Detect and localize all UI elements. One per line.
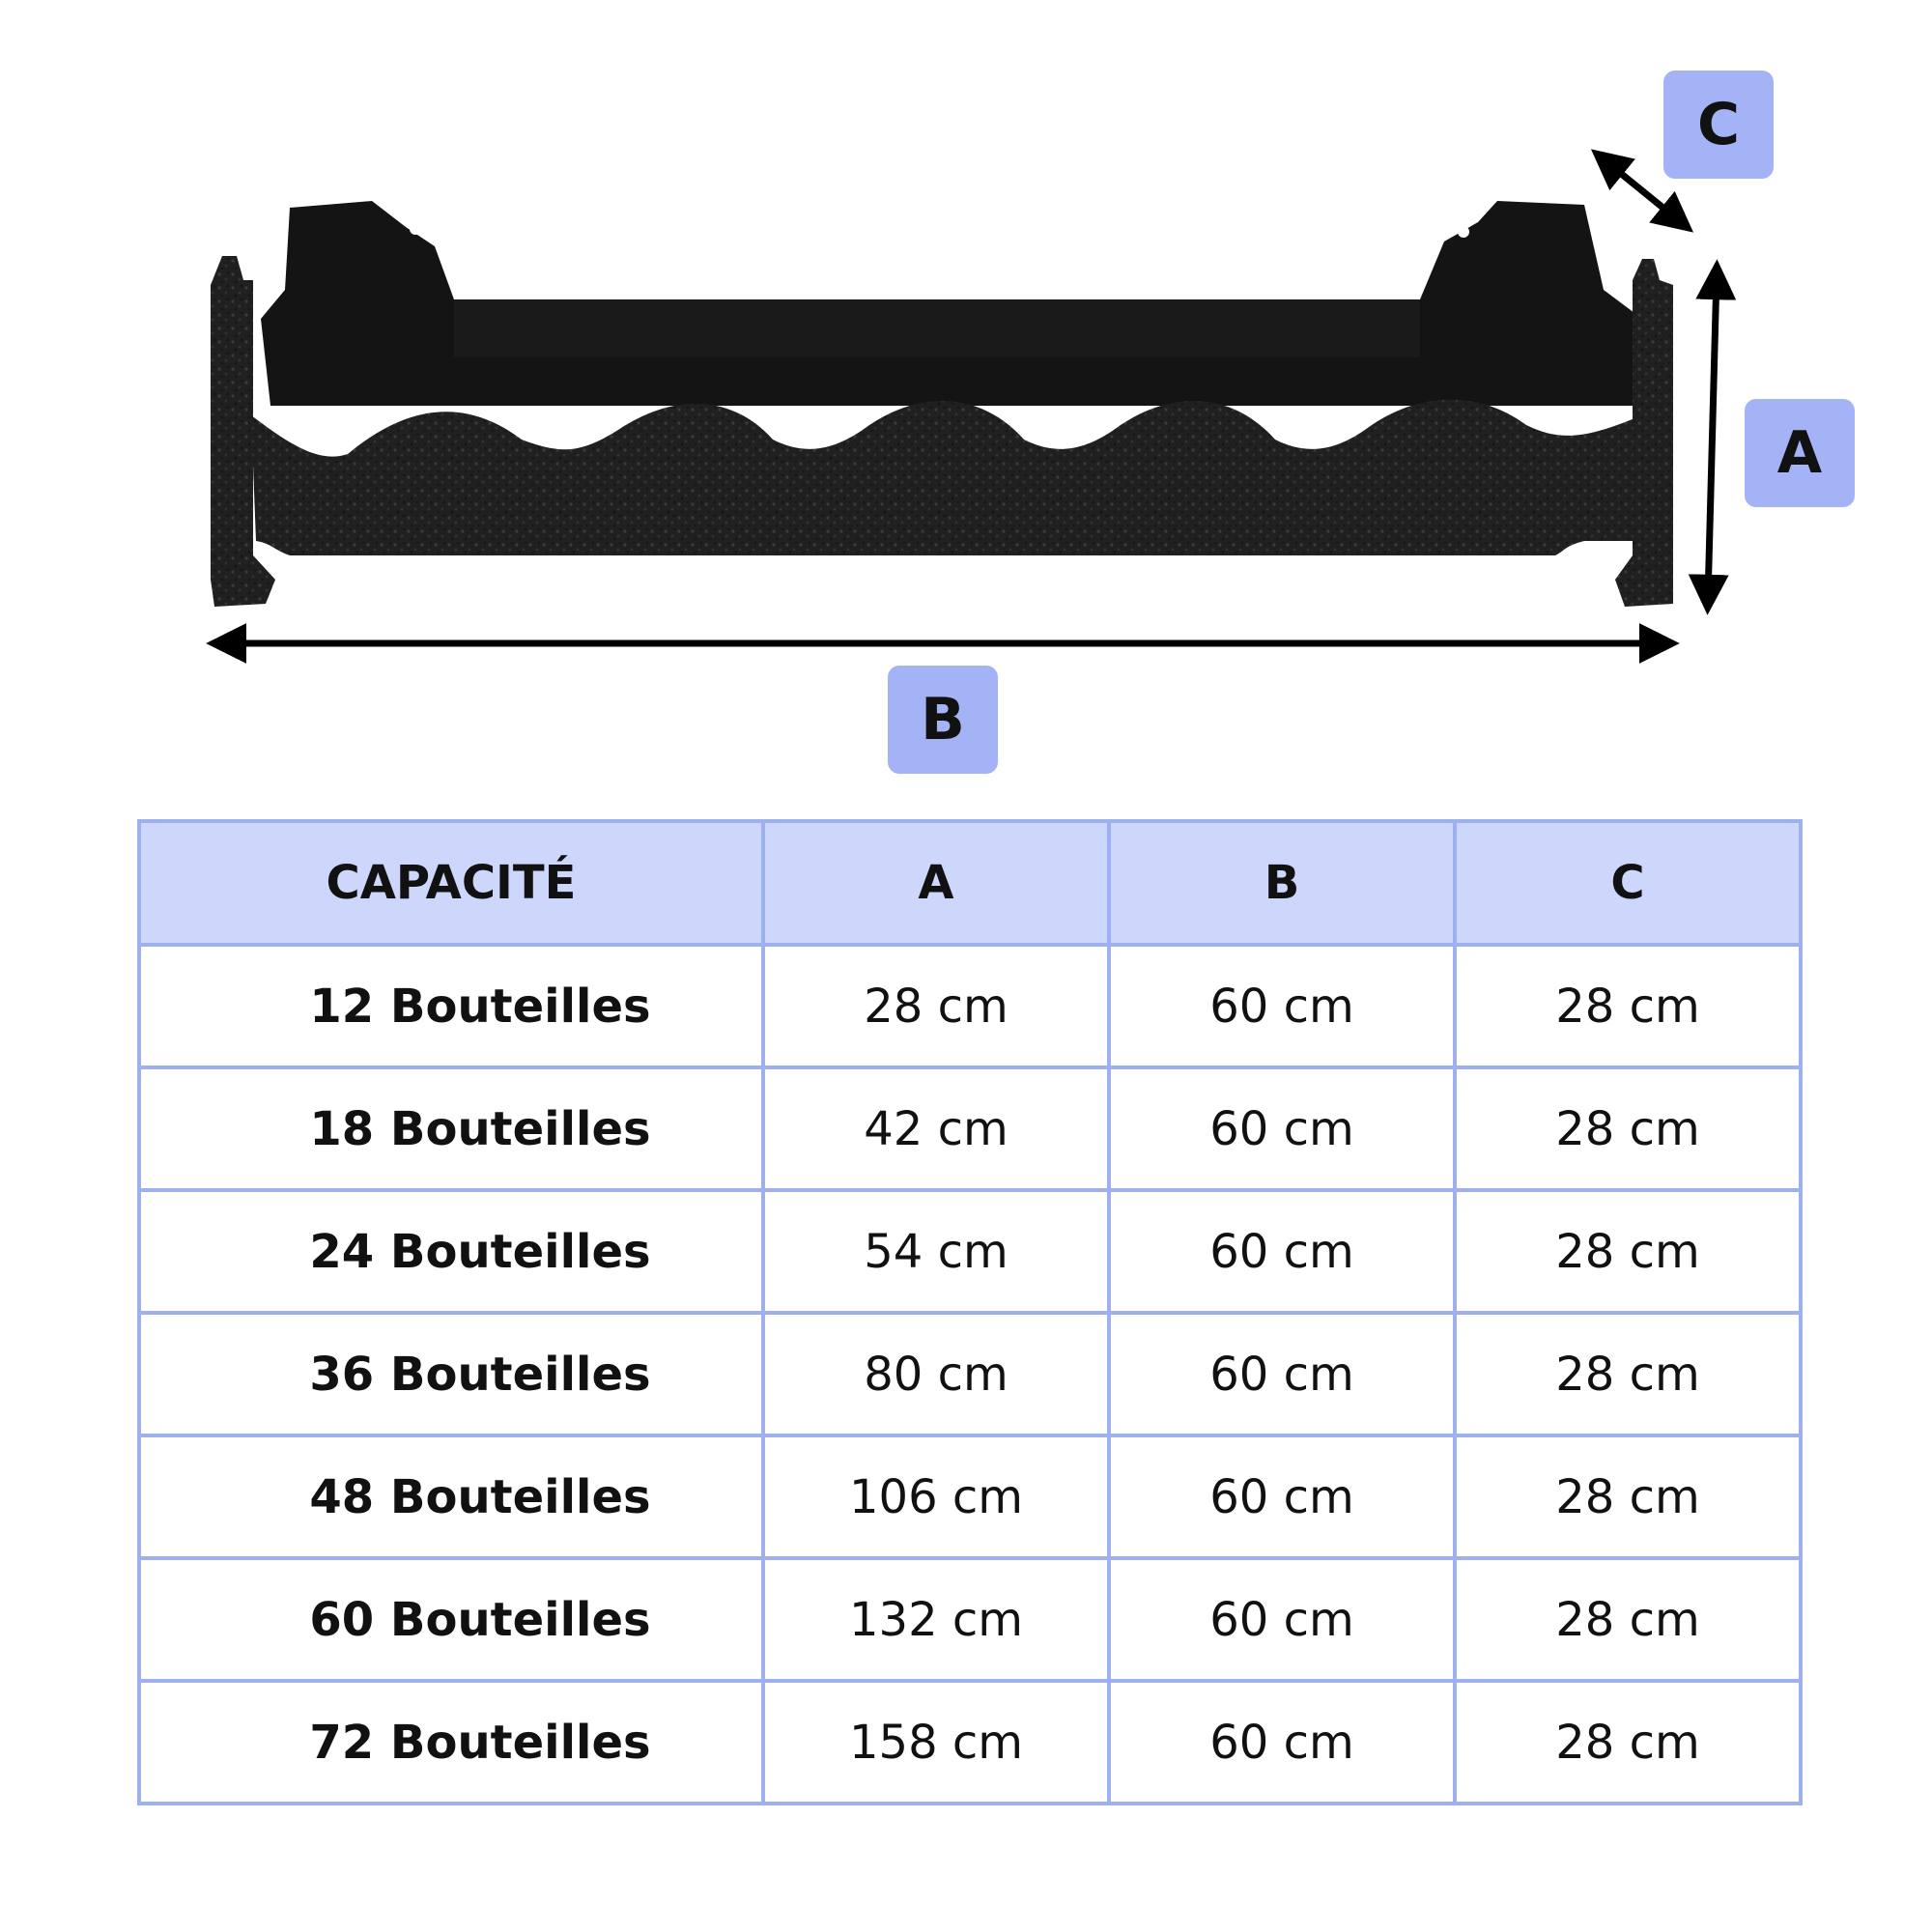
table-header-row bbox=[139, 821, 1801, 945]
table-row bbox=[139, 1313, 1801, 1435]
dimension-c-cell: 28 cm bbox=[1455, 1067, 1801, 1190]
rack-back-rail bbox=[261, 201, 1642, 406]
rack-front-rail bbox=[251, 400, 1642, 555]
dimension-label-b: B bbox=[888, 666, 998, 774]
capacity-cell: 72 Bouteilles bbox=[139, 1681, 763, 1804]
dimension-c-cell: 28 cm bbox=[1455, 1435, 1801, 1558]
dimension-c-cell: 28 cm bbox=[1455, 1313, 1801, 1435]
capacity-cell: 12 Bouteilles bbox=[139, 945, 763, 1067]
dimension-arrow-a bbox=[1708, 275, 1717, 599]
table-row bbox=[139, 945, 1801, 1067]
capacity-cell: 48 Bouteilles bbox=[139, 1435, 763, 1558]
dimension-c-cell: 28 cm bbox=[1455, 1558, 1801, 1681]
dimension-a-cell: 42 cm bbox=[763, 1067, 1109, 1190]
header-capacite: CAPACITÉ bbox=[139, 821, 763, 945]
header-a: A bbox=[763, 821, 1109, 945]
dimension-b-cell: 60 cm bbox=[1109, 945, 1455, 1067]
dimension-b-cell: 60 cm bbox=[1109, 1435, 1455, 1558]
dimension-b-cell: 60 cm bbox=[1109, 1067, 1455, 1190]
dimension-a-cell: 80 cm bbox=[763, 1313, 1109, 1435]
header-b: B bbox=[1109, 821, 1455, 945]
dimension-a-cell: 54 cm bbox=[763, 1190, 1109, 1313]
dimension-label-c: C bbox=[1663, 71, 1774, 179]
dimension-a-cell: 28 cm bbox=[763, 945, 1109, 1067]
table-row bbox=[139, 1681, 1801, 1804]
header-c: C bbox=[1455, 821, 1801, 945]
capacity-cell: 24 Bouteilles bbox=[139, 1190, 763, 1313]
table-row bbox=[139, 1190, 1801, 1313]
dimensions-table bbox=[137, 819, 1803, 1805]
table-row bbox=[139, 1067, 1801, 1190]
capacity-cell: 36 Bouteilles bbox=[139, 1313, 763, 1435]
capacity-cell: 18 Bouteilles bbox=[139, 1067, 763, 1190]
dimension-a-cell: 158 cm bbox=[763, 1681, 1109, 1804]
dimension-b-cell: 60 cm bbox=[1109, 1190, 1455, 1313]
dimension-b-cell: 60 cm bbox=[1109, 1681, 1455, 1804]
table-row bbox=[139, 1558, 1801, 1681]
dimension-a-cell: 106 cm bbox=[763, 1435, 1109, 1558]
dimension-c-cell: 28 cm bbox=[1455, 1681, 1801, 1804]
dimension-a-cell: 132 cm bbox=[763, 1558, 1109, 1681]
dimension-b-cell: 60 cm bbox=[1109, 1558, 1455, 1681]
table-row bbox=[139, 1435, 1801, 1558]
dimension-b-cell: 60 cm bbox=[1109, 1313, 1455, 1435]
dimension-c-cell: 28 cm bbox=[1455, 945, 1801, 1067]
dimension-label-a: A bbox=[1745, 399, 1855, 507]
capacity-cell: 60 Bouteilles bbox=[139, 1558, 763, 1681]
dimension-c-cell: 28 cm bbox=[1455, 1190, 1801, 1313]
